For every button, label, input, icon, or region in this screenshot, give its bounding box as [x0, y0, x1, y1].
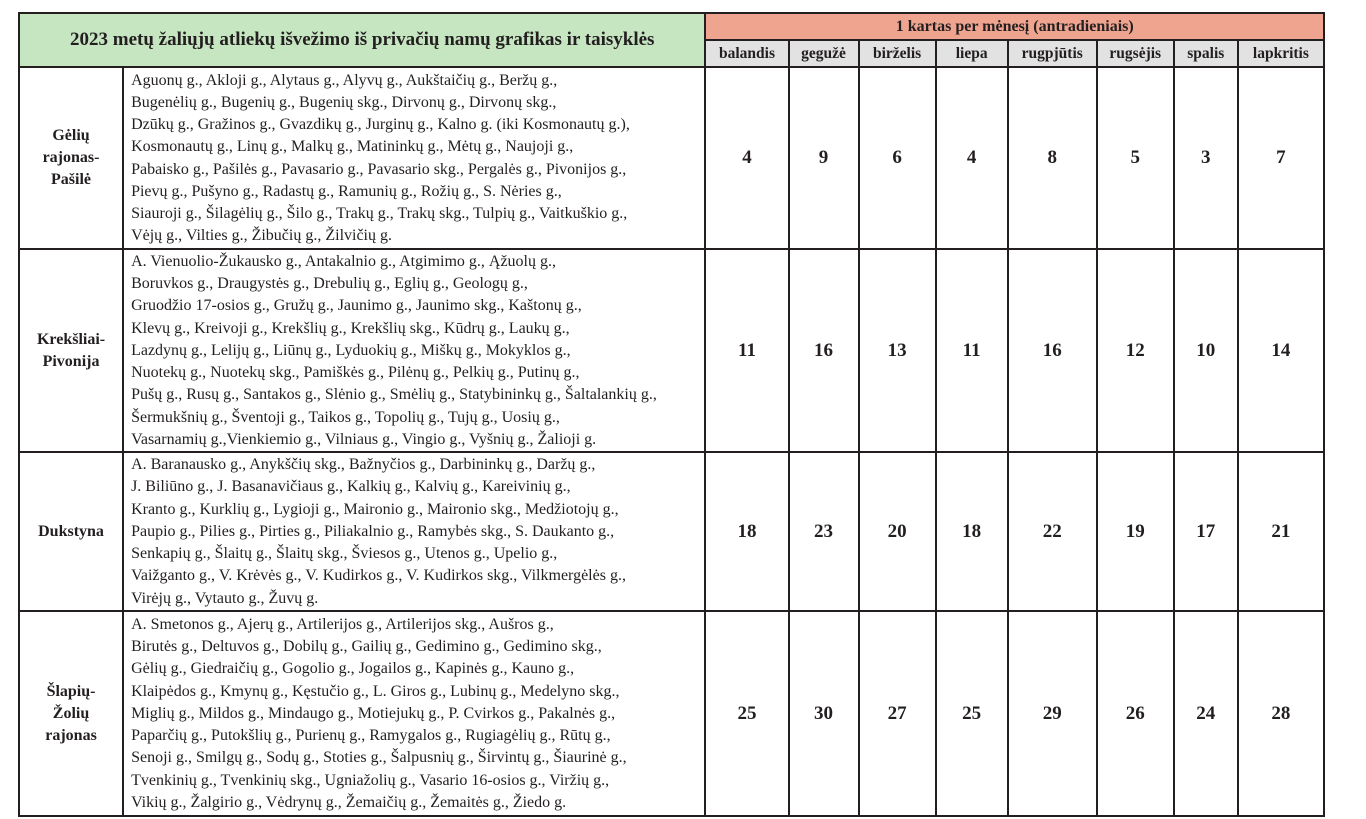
street-line: A. Smetonos g., Ajerų g., Artilerijos g., Artilerijos skg., Aušros g.,: [131, 616, 554, 634]
street-line: Vėjų g., Vilties g., Žibučių g., Žilvičių g.: [131, 227, 392, 245]
schedule-title: 2023 metų žaliųjų atliekų išvežimo iš privačių namų grafikas ir taisyklės: [19, 13, 705, 67]
collection-date: 11: [705, 249, 788, 452]
collection-date: 23: [789, 452, 859, 611]
street-line: Gruodžio 17-osios g., Gružų g., Jaunimo g., Jaunimo skg., Kaštonų g.,: [131, 297, 582, 315]
table-row: [19, 249, 1324, 452]
street-line: Paparčių g., Putokšlių g., Purienų g., Ramygalos g., Rugiagėlių g., Rūtų g.,: [131, 727, 611, 745]
street-line: Vikių g., Žalgirio g., Vėdrynų g., Žemaičių g., Žemaitės g., Žiedo g.: [131, 793, 567, 811]
month-header-june: birželis: [859, 40, 936, 67]
month-header-july: liepa: [936, 40, 1008, 67]
street-line: Aguonų g., Akloji g., Alytaus g., Alyvų g., Aukštaičių g., Beržų g.,: [131, 71, 558, 89]
collection-date: 5: [1097, 67, 1174, 249]
street-line: A. Baranausko g., Anykščių skg., Bažnyčios g., Darbininkų g., Daržų g.,: [131, 456, 596, 474]
month-header-april: balandis: [705, 40, 788, 67]
district-name: [19, 249, 123, 452]
district-name-line: Žolių: [52, 704, 90, 722]
month-header-may: gegužė: [789, 40, 859, 67]
collection-date: 8: [1008, 67, 1097, 249]
collection-date: 18: [936, 452, 1008, 611]
street-line: Vasarnamių g.,Vienkiemio g., Vilniaus g., Vingio g., Vyšnių g., Žalioji g.: [131, 430, 597, 448]
collection-date: 4: [705, 67, 788, 249]
street-line: Birutės g., Deltuvos g., Dobilų g., Gailių g., Gedimino g., Gedimino skg.,: [131, 638, 602, 656]
collection-date: 24: [1174, 611, 1238, 816]
month-header-august: rugpjūtis: [1008, 40, 1097, 67]
street-list: [123, 611, 705, 816]
collection-date: 20: [859, 452, 936, 611]
table-row: [19, 452, 1324, 611]
district-name: [19, 67, 123, 249]
district-name-line: Pivonija: [42, 352, 100, 370]
street-line: Klaipėdos g., Kmynų g., Kęstučio g., L. Giros g., Lubinų g., Medelyno skg.,: [131, 682, 620, 700]
street-line: Miglių g., Mildos g., Mindaugo g., Motiejukų g., P. Cvirkos g., Pakalnės g.,: [131, 704, 616, 722]
collection-date: 21: [1238, 452, 1324, 611]
table-row: [19, 611, 1324, 816]
district-name-line: Dukstyna: [38, 522, 104, 540]
district-name-line: Krekšliai-: [36, 330, 106, 348]
district-name-line: Gėlių: [52, 127, 90, 144]
street-list: [123, 67, 705, 249]
street-line: J. Biliūno g., J. Basanavičiaus g., Kalkių g., Kalvių g., Kareivinių g.,: [131, 478, 571, 496]
street-line: A. Vienuolio-Žukausko g., Antakalnio g., Atgimimo g., Ąžuolų g.,: [131, 253, 556, 271]
street-line: Gėlių g., Giedraičių g., Gogolio g., Jogailos g., Kapinės g., Kauno g.,: [131, 660, 575, 678]
collection-date: 3: [1174, 67, 1238, 249]
collection-date: 28: [1238, 611, 1324, 816]
collection-date: 4: [936, 67, 1008, 249]
street-line: Bugenėlių g., Bugenių g., Bugenių skg., Dirvonų g., Dirvonų skg.,: [131, 93, 557, 111]
district-name-line: rajonas: [45, 726, 97, 744]
street-line: Pievų g., Pušyno g., Radastų g., Ramunių g., Rožių g., S. Nėries g.,: [131, 182, 562, 200]
street-line: Šermukšnių g., Šventoji g., Taikos g., Topolių g., Tujų g., Uosių g.,: [131, 408, 560, 426]
street-line: Senoji g., Smilgų g., Sodų g., Stoties g., Šalpusnių g., Širvintų g., Šiaurinė g.,: [131, 749, 627, 767]
street-line: Pušų g., Rusų g., Santakos g., Slėnio g., Smėlių g., Statybininkų g., Šaltalankių g.,: [131, 386, 657, 404]
collection-date: 7: [1238, 67, 1324, 249]
street-line: Boruvkos g., Draugystės g., Drebulių g., Eglių g., Geologų g.,: [131, 275, 528, 293]
collection-date: 16: [789, 249, 859, 452]
collection-date: 18: [705, 452, 788, 611]
collection-date: 9: [789, 67, 859, 249]
street-line: Kosmonautų g., Linų g., Malkų g., Matininkų g., Mėtų g., Naujoji g.,: [131, 138, 574, 156]
collection-date: 19: [1097, 452, 1174, 611]
district-name: [19, 452, 123, 611]
street-line: Senkapių g., Šlaitų g., Šlaitų skg., Šviesos g., Utenos g., Upelio g.,: [131, 545, 558, 563]
collection-date: 29: [1008, 611, 1097, 816]
collection-date: 25: [705, 611, 788, 816]
street-line: Siauroji g., Šilagėlių g., Šilo g., Trakų g., Trakų skg., Tulpių g., Vaitkuškio g.,: [131, 204, 628, 222]
street-line: Klevų g., Kreivoji g., Krekšlių g., Krekšlių skg., Kūdrų g., Laukų g.,: [131, 319, 570, 337]
street-list: [123, 249, 705, 452]
district-name-line: Pašilė: [51, 171, 92, 188]
street-line: Lazdynų g., Lelijų g., Liūnų g., Lyduokių g., Miškų g., Mokyklos g.,: [131, 341, 571, 359]
frequency-header: 1 kartas per mėnesį (antradieniais): [705, 13, 1324, 40]
collection-date: 13: [859, 249, 936, 452]
district-name: [19, 611, 123, 816]
street-line: Virėjų g., Vytauto g., Žuvų g.: [131, 589, 319, 607]
collection-date: 11: [936, 249, 1008, 452]
district-name-line: Šlapių-: [46, 682, 96, 700]
street-line: Tvenkinių g., Tvenkinių skg., Ugniažolių g., Vasario 16-osios g., Viržių g.,: [131, 771, 610, 789]
collection-date: 30: [789, 611, 859, 816]
month-header-october: spalis: [1174, 40, 1238, 67]
collection-date: 10: [1174, 249, 1238, 452]
street-line: Nuotekų g., Nuotekų skg., Pamiškės g., Pilėnų g., Pelkių g., Putinų g.,: [131, 364, 580, 382]
collection-date: 22: [1008, 452, 1097, 611]
street-line: Pabaisko g., Pašilės g., Pavasario g., Pavasario skg., Pergalės g., Pivonijos g.,: [131, 160, 627, 178]
street-line: Vaižganto g., V. Krėvės g., V. Kudirkos g., V. Kudirkos skg., Vilkmergėlės g.,: [131, 567, 626, 585]
street-line: Paupio g., Pilies g., Pirties g., Piliakalnio g., Ramybės skg., S. Daukanto g.,: [131, 522, 615, 540]
table-row: [19, 67, 1324, 249]
collection-date: 27: [859, 611, 936, 816]
collection-date: 6: [859, 67, 936, 249]
collection-date: 12: [1097, 249, 1174, 452]
schedule-table: [18, 12, 1325, 817]
month-header-november: lapkritis: [1238, 40, 1324, 67]
street-line: Dzūkų g., Gražinos g., Gvazdikų g., Jurginų g., Kalno g. (iki Kosmonautų g.),: [131, 116, 630, 134]
collection-date: 25: [936, 611, 1008, 816]
collection-date: 16: [1008, 249, 1097, 452]
collection-date: 17: [1174, 452, 1238, 611]
district-name-line: rajonas-: [42, 149, 100, 166]
collection-date: 14: [1238, 249, 1324, 452]
collection-date: 26: [1097, 611, 1174, 816]
month-header-september: rugsėjis: [1097, 40, 1174, 67]
street-line: Kranto g., Kurklių g., Lygioji g., Maironio g., Maironio skg., Medžiotojų g.,: [131, 500, 619, 518]
street-list: [123, 452, 705, 611]
